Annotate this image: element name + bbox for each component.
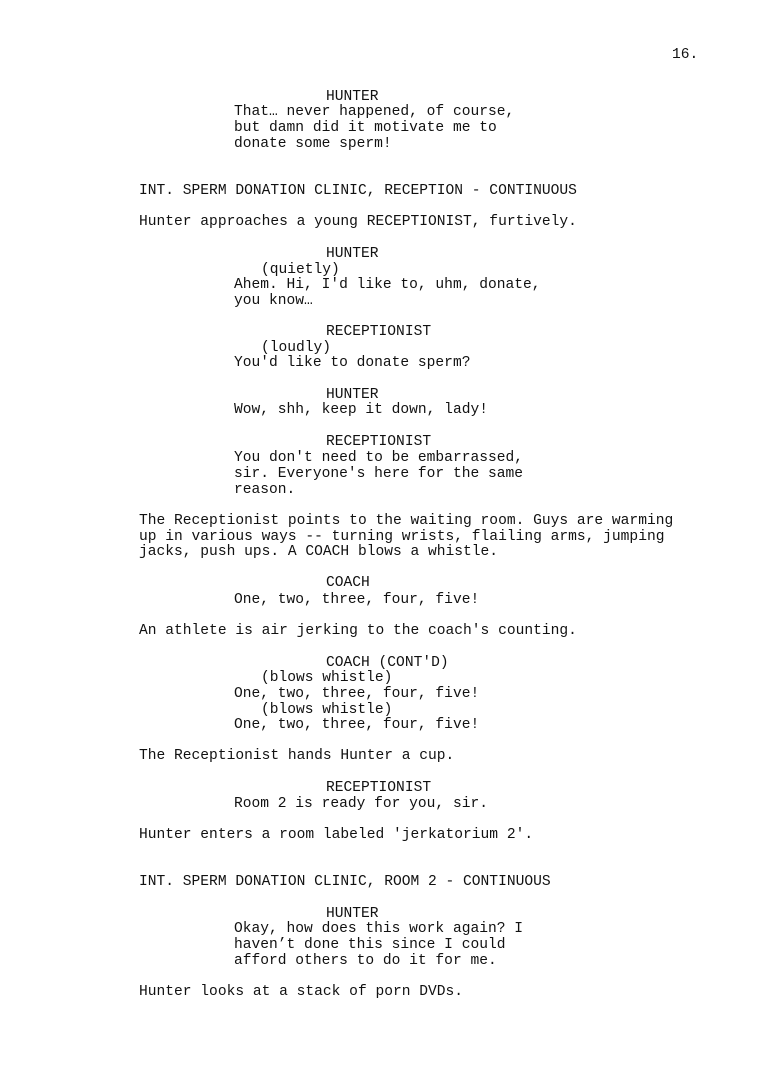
dialogue-line: That… never happened, of course, <box>234 104 515 120</box>
dialogue-line: afford others to do it for me. <box>234 953 497 969</box>
parenthetical: (blows whistle) <box>261 670 393 686</box>
action-line: Hunter looks at a stack of porn DVDs. <box>139 984 464 1000</box>
dialogue-line: Room 2 is ready for you, sir. <box>234 796 488 812</box>
dialogue-line: One, two, three, four, five! <box>234 686 480 702</box>
dialogue-line: Ahem. Hi, I'd like to, uhm, donate, <box>234 277 541 293</box>
dialogue-line: reason. <box>234 482 296 498</box>
character-name: RECEPTIONIST <box>326 434 432 450</box>
parenthetical: (quietly) <box>261 262 340 278</box>
action-line: Hunter enters a room labeled 'jerkatorium 2'. <box>139 827 534 843</box>
dialogue-line: haven’t done this since I could <box>234 937 506 953</box>
action-line: jacks, push ups. A COACH blows a whistle. <box>139 544 499 560</box>
dialogue-line: One, two, three, four, five! <box>234 717 480 733</box>
dialogue-line: sir. Everyone's here for the same <box>234 466 524 482</box>
character-name: RECEPTIONIST <box>326 324 432 340</box>
dialogue-line: Okay, how does this work again? I <box>234 921 524 937</box>
character-name: RECEPTIONIST <box>326 780 432 796</box>
action-line: The Receptionist hands Hunter a cup. <box>139 748 455 764</box>
action-line: up in various ways -- turning wrists, flailing arms, jumping <box>139 529 665 545</box>
character-name: COACH (CONT'D) <box>326 655 449 671</box>
scene-heading: INT. SPERM DONATION CLINIC, RECEPTION - CONTINUOUS <box>139 183 577 199</box>
page-number: 16. <box>672 47 699 63</box>
dialogue-line: You don't need to be embarrassed, <box>234 450 524 466</box>
dialogue-line: you know… <box>234 293 313 309</box>
character-name: HUNTER <box>326 387 379 403</box>
scene-heading: INT. SPERM DONATION CLINIC, ROOM 2 - CONTINUOUS <box>139 874 551 890</box>
action-line: Hunter approaches a young RECEPTIONIST, furtively. <box>139 214 577 230</box>
character-name: HUNTER <box>326 246 379 262</box>
character-name: HUNTER <box>326 89 379 105</box>
character-name: COACH <box>326 575 370 591</box>
parenthetical: (loudly) <box>261 340 332 356</box>
dialogue-line: but damn did it motivate me to <box>234 120 497 136</box>
character-name: HUNTER <box>326 906 379 922</box>
dialogue-line: donate some sperm! <box>234 136 392 152</box>
action-line: An athlete is air jerking to the coach's counting. <box>139 623 577 639</box>
action-line: The Receptionist points to the waiting room. Guys are warming <box>139 513 674 529</box>
parenthetical: (blows whistle) <box>261 702 393 718</box>
dialogue-line: One, two, three, four, five! <box>234 592 480 608</box>
dialogue-line: Wow, shh, keep it down, lady! <box>234 402 488 418</box>
dialogue-line: You'd like to donate sperm? <box>234 355 471 371</box>
